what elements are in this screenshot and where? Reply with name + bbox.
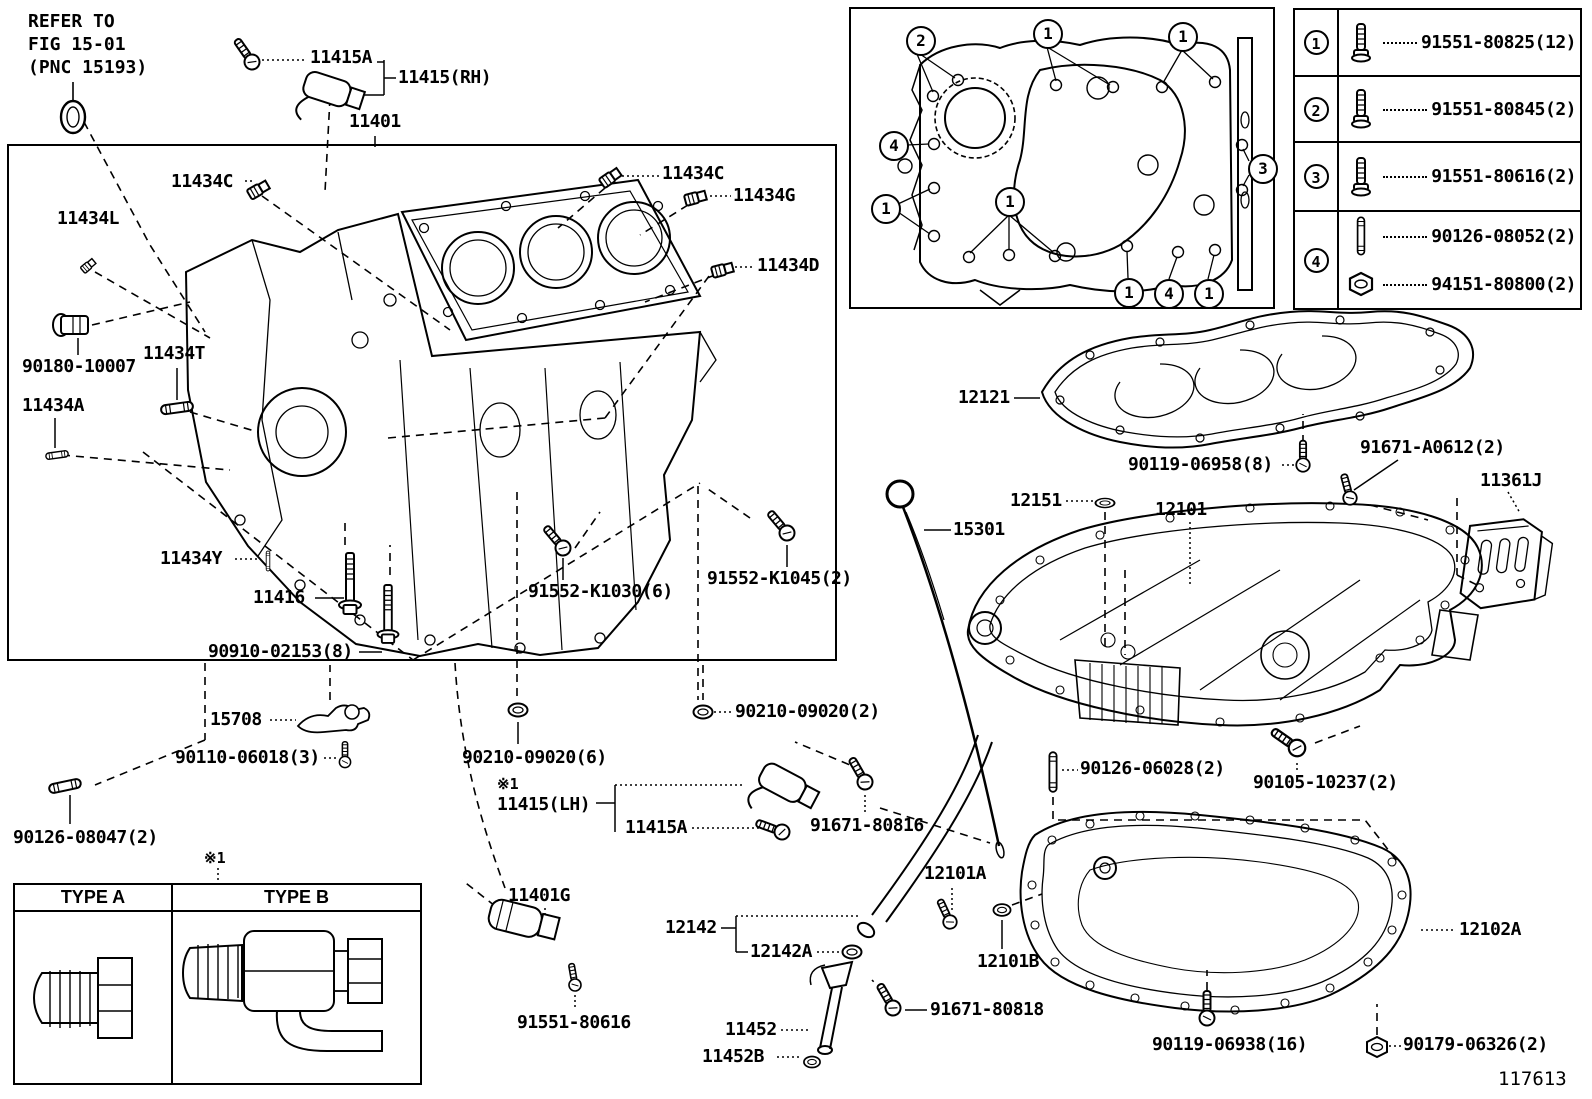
row-number-cell xyxy=(1295,212,1339,308)
callout-pointer-lines xyxy=(898,47,1249,279)
part-label-90119-06938: 90119-06938(16) xyxy=(1152,1034,1308,1055)
part-label-15708: 15708 xyxy=(210,709,262,730)
part-label-91552-k1030: 91552-K1030(6) xyxy=(528,581,673,602)
part-label-90110-06018: 90110-06018(3) xyxy=(175,747,320,768)
part-label-90180-10007: 90180-10007 xyxy=(22,356,136,377)
callout-circle: 4 xyxy=(879,131,909,161)
part-label-11434c-left: 11434C xyxy=(171,171,234,192)
leader-line xyxy=(1383,175,1427,178)
part-label-90210-09020-6: 90210-09020(6) xyxy=(462,747,607,768)
part-label-11434c-right: 11434C xyxy=(662,163,725,184)
fastener-table-row xyxy=(1295,141,1580,210)
callout-circle: 4 xyxy=(1154,279,1184,309)
callout-circle: 1 xyxy=(871,194,901,224)
part-label-11415-rh: 11415(RH) xyxy=(398,67,492,88)
callout-circle: 1 xyxy=(1168,22,1198,52)
leader-line xyxy=(1383,41,1417,44)
type-b-header: TYPE B xyxy=(263,887,329,907)
part-label-90910-02153: 90910-02153(8) xyxy=(208,641,353,662)
part-label-11434t: 11434T xyxy=(143,343,206,364)
part-label-11401: 11401 xyxy=(349,111,401,132)
bolt-icon xyxy=(1339,20,1383,66)
timing-cover-gasket-diagram xyxy=(898,38,1252,306)
part-label-11434y: 11434Y xyxy=(160,548,223,569)
part-label-11434g: 11434G xyxy=(733,185,796,206)
leader-line xyxy=(1383,283,1427,286)
callout-circle: 2 xyxy=(906,26,936,56)
plug-type-box xyxy=(13,883,422,1085)
part-label-90126-08047: 90126-08047(2) xyxy=(13,827,158,848)
stud-icon xyxy=(1339,214,1383,258)
fastener-table-row xyxy=(1295,75,1580,141)
callout-circle: 2 xyxy=(1304,97,1329,122)
part-label-90119-06958: 90119-06958(8) xyxy=(1128,454,1273,475)
part-label-90126-06028: 90126-06028(2) xyxy=(1080,758,1225,779)
table-part-number: 91551-80616(2) xyxy=(1431,166,1576,187)
part-label-11434d: 11434D xyxy=(757,255,820,276)
part-label-91551-80616: 91551-80616 xyxy=(517,1012,631,1033)
part-label-11401g: 11401G xyxy=(508,885,571,906)
part-label-11415-lh: 11415(LH) xyxy=(497,794,591,815)
part-label-91671-a0612: 91671-A0612(2) xyxy=(1360,437,1505,458)
nut-icon xyxy=(1339,271,1383,297)
row-number-cell xyxy=(1295,10,1339,75)
callout-circle: 1 xyxy=(1304,30,1329,55)
part-label-90210-09020-2: 90210-09020(2) xyxy=(735,701,880,722)
part-label-11416: 11416 xyxy=(253,587,305,608)
seal-ring-drawing xyxy=(61,82,85,133)
fastener-table-row xyxy=(1295,10,1580,75)
part-label-12121: 12121 xyxy=(958,387,1010,408)
part-label-91671-80818: 91671-80818 xyxy=(930,999,1044,1020)
part-label-11361j: 11361J xyxy=(1480,470,1543,491)
callout-circle: 3 xyxy=(1248,154,1278,184)
plug-type-header xyxy=(15,885,420,912)
fastener-table-row xyxy=(1295,210,1580,308)
oil-nozzle-15708-drawing xyxy=(298,705,369,732)
callout-circle: 1 xyxy=(1194,279,1224,309)
bolt-icon xyxy=(1339,154,1383,200)
table-part-number: 94151-80800(2) xyxy=(1431,273,1576,295)
footnote-mark-typebox: ※1 xyxy=(204,849,226,867)
fastener-table xyxy=(1293,8,1582,310)
type-a-plug-drawing xyxy=(15,912,173,1083)
table-part-number: 91551-80845(2) xyxy=(1431,98,1576,120)
callout-circle: 4 xyxy=(1304,248,1329,273)
part-label-12151: 12151 xyxy=(1010,490,1062,511)
part-label-91552-k1045: 91552-K1045(2) xyxy=(707,568,852,589)
table-part-number: 90126-08052(2) xyxy=(1431,225,1576,247)
callout-circle: 1 xyxy=(995,187,1025,217)
refer-note: REFER TO FIG 15-01 (PNC 15193) xyxy=(28,11,148,78)
plate-11361j-drawing xyxy=(1459,512,1555,617)
windage-tray-drawing xyxy=(1042,311,1473,447)
part-label-11434a: 11434A xyxy=(22,395,85,416)
part-label-11415a-top: 11415A xyxy=(310,47,373,68)
type-b-plug-drawing xyxy=(173,912,420,1083)
figure-code: 117613 xyxy=(1498,1068,1567,1090)
row-number-cell xyxy=(1295,143,1339,210)
callout-circle: 1 xyxy=(1114,278,1144,308)
part-label-91671-80816: 91671-80816 xyxy=(810,815,924,836)
lower-oil-pan-drawing xyxy=(1021,812,1411,1014)
part-label-12142a: 12142A xyxy=(750,941,813,962)
type-a-header: TYPE A xyxy=(15,885,173,910)
part-label-12101b: 12101B xyxy=(977,951,1040,972)
part-label-90179-06326: 90179-06326(2) xyxy=(1403,1034,1548,1055)
part-label-12142: 12142 xyxy=(665,917,717,938)
part-label-15301: 15301 xyxy=(953,519,1005,540)
callout-circle: 1 xyxy=(1033,19,1063,49)
bolt-icon xyxy=(1339,86,1383,132)
callout-circle: 3 xyxy=(1304,164,1329,189)
table-part-number: 91551-80825(12) xyxy=(1420,32,1576,53)
part-label-11452b: 11452B xyxy=(702,1046,765,1067)
part-label-12102a: 12102A xyxy=(1459,919,1522,940)
part-label-12101: 12101 xyxy=(1155,499,1207,520)
part-label-90105-10237: 90105-10237(2) xyxy=(1253,772,1398,793)
leader-line xyxy=(1383,235,1427,238)
leader-line xyxy=(1383,108,1427,111)
row-number-cell xyxy=(1295,77,1339,141)
part-label-12101a: 12101A xyxy=(924,863,987,884)
part-label-11452: 11452 xyxy=(725,1019,777,1040)
part-label-11434l: 11434L xyxy=(57,208,120,229)
footnote-mark-lh: ※1 xyxy=(497,775,519,793)
part-label-11415a-mid: 11415A xyxy=(625,817,688,838)
